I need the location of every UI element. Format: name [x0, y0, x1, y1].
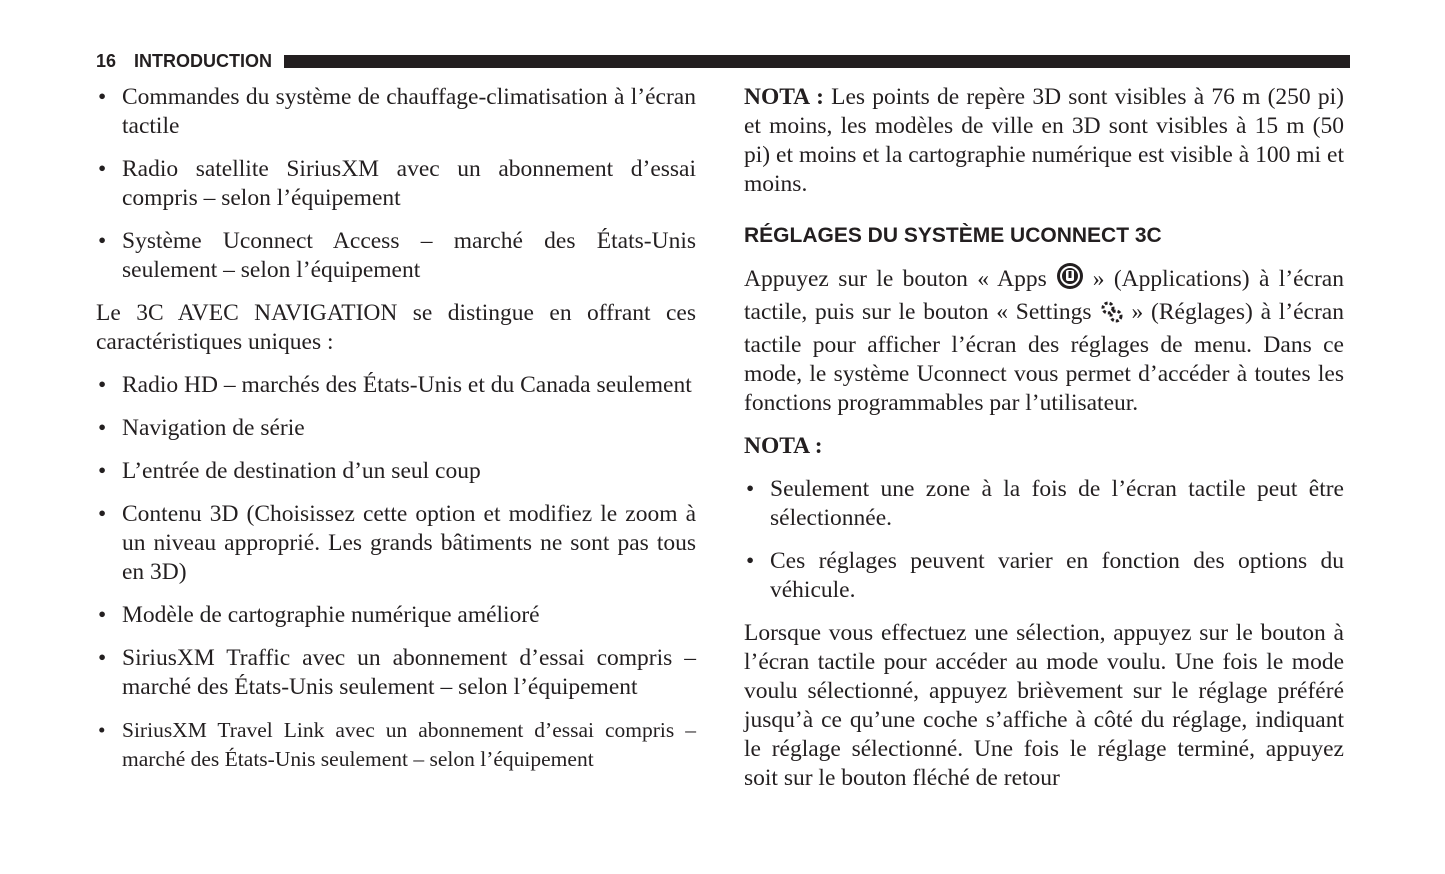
paragraph: Lorsque vous effectuez une sélection, appuyez sur le bouton à l’écran tactile pour accéder au mode voulu. Une fois le mode voulu sélectionné, appuyez brièvement sur le réglage préféré jusqu’à ce qu’une coche s’affiche à côté du réglage, indiquant le réglage sélectionné. Une fois le réglage terminé, appuyez soit sur le bouton fléché de retour	[744, 620, 1344, 791]
page-header	[96, 50, 1350, 72]
note-paragraph	[744, 83, 1344, 199]
text: » (Applications) à l’écran tactile, puis sur le bouton « Settings	[744, 266, 1344, 325]
list-item: • Modèle de cartographie numérique amélioré	[96, 601, 696, 630]
list-item: • Navigation de série	[96, 414, 696, 443]
list-item: • Radio HD – marchés des États-Unis et du Canada seulement	[96, 371, 696, 400]
section-heading: RÉGLAGES DU SYSTÈME UCONNECT 3C	[744, 224, 1162, 247]
list-item: • Commandes du système de chauffage-climatisation à l’écran tactile	[96, 83, 696, 141]
list-item: • L’entrée de destination d’un seul coup	[96, 457, 696, 486]
apps-icon	[1055, 262, 1085, 298]
note-text: Les points de repère 3D sont visibles à 76 m (250 pi) et moins, les modèles de ville en 3D sont visibles à 15 m (50 pi) et moins et la cartographie numérique est visible à 100 mi et moins.	[744, 84, 1344, 197]
right-column	[744, 83, 1344, 807]
text: » (Réglages) à l’écran tactile pour afficher l’écran des réglages de menu. Dans ce mode, le système Uconnect vous permet d’accéder à toutes les fonctions programmables par l’utilisateur.	[744, 299, 1344, 416]
list-item: • Radio satellite SiriusXM avec un abonnement d’essai compris – selon l’équipement	[96, 155, 696, 213]
section-title: INTRODUCTION	[134, 50, 273, 71]
header-rule	[284, 55, 1350, 68]
text: Appuyez sur le bouton « Apps	[744, 266, 1047, 292]
list-item: • Ces réglages peuvent varier en fonction des options du véhicule.	[744, 547, 1344, 605]
note-label	[744, 432, 1344, 461]
list-item: • SiriusXM Travel Link avec un abonnement d’essai compris – marché des États-Unis seulement – selon l’équipement	[96, 716, 696, 774]
list-item: • Seulement une zone à la fois de l’écran tactile peut être sélectionnée.	[744, 475, 1344, 533]
list-item: • Contenu 3D (Choisissez cette option et modifiez le zoom à un niveau approprié. Les grands bâtiments ne sont pas tous en 3D)	[96, 500, 696, 587]
paragraph: Le 3C AVEC NAVIGATION se distingue en offrant ces caractéristiques uniques :	[96, 300, 696, 355]
page-number: 16	[96, 50, 117, 71]
note-label-text: NOTA :	[744, 433, 823, 459]
left-column	[96, 83, 696, 788]
note-label: NOTA :	[744, 84, 824, 110]
settings-gear-icon	[1100, 301, 1124, 331]
paragraph	[744, 262, 1344, 418]
list-item: • SiriusXM Traffic avec un abonnement d’essai compris – marché des États-Unis seulement – selon l’équipement	[96, 644, 696, 702]
list-item: • Système Uconnect Access – marché des États-Unis seulement – selon l’équipement	[96, 227, 696, 285]
